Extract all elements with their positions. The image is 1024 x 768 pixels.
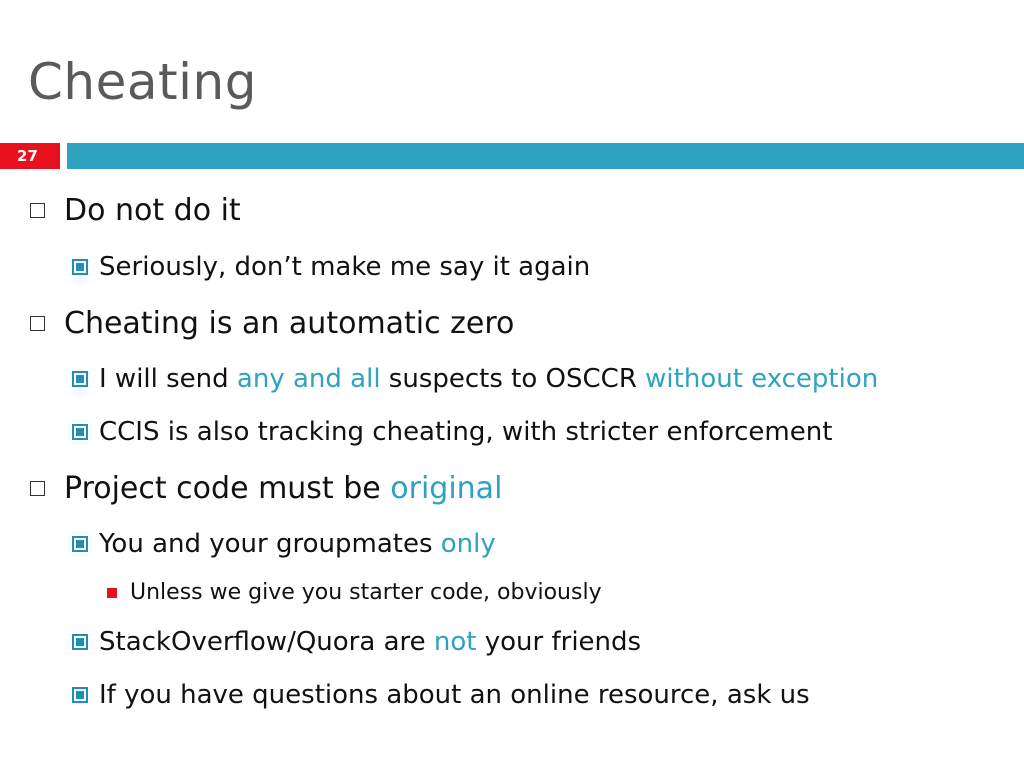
highlight-text: any and all xyxy=(236,364,381,394)
text-part: I will send xyxy=(99,364,237,394)
filled-square-bullet-icon xyxy=(72,259,88,275)
text-part: You and your groupmates xyxy=(99,529,441,559)
filled-square-bullet-icon xyxy=(72,687,88,703)
highlight-text: only xyxy=(440,529,496,559)
bullet-text xyxy=(99,627,641,657)
bullet-stackoverflow xyxy=(72,627,641,657)
hollow-square-bullet-icon xyxy=(30,316,45,331)
bullet-starter-code xyxy=(107,580,602,605)
text-part: Project code must be xyxy=(64,471,391,506)
bullet-do-not-do-it xyxy=(30,193,241,228)
filled-square-bullet-icon xyxy=(72,536,88,552)
highlight-text: original xyxy=(390,471,503,506)
bullet-osccr xyxy=(72,364,878,394)
bullet-text xyxy=(99,529,496,559)
text-part: suspects to OSCCR xyxy=(380,364,646,394)
bullet-project-code xyxy=(30,471,502,506)
bullet-text: CCIS is also tracking cheating, with stricter enforcement xyxy=(99,417,833,447)
slide-title: Cheating xyxy=(28,53,257,111)
text-part: your friends xyxy=(476,627,642,657)
bullet-text xyxy=(64,471,502,506)
bullet-online-resource xyxy=(72,680,810,710)
filled-square-bullet-icon xyxy=(72,371,88,387)
hollow-square-bullet-icon xyxy=(30,203,45,218)
hollow-square-bullet-icon xyxy=(30,481,45,496)
red-square-bullet-icon xyxy=(107,588,117,598)
highlight-text: without exception xyxy=(645,364,879,394)
filled-square-bullet-icon xyxy=(72,424,88,440)
bullet-text: Unless we give you starter code, obviously xyxy=(130,580,602,605)
filled-square-bullet-icon xyxy=(72,634,88,650)
slide-number: 27 xyxy=(0,143,60,169)
bullet-groupmates xyxy=(72,529,496,559)
bullet-seriously xyxy=(72,252,590,282)
highlight-text: not xyxy=(433,627,477,657)
bullet-ccis xyxy=(72,417,832,447)
bullet-text: Do not do it xyxy=(64,193,241,228)
bullet-automatic-zero xyxy=(30,306,514,341)
bullet-text: Cheating is an automatic zero xyxy=(64,306,515,341)
bullet-text xyxy=(99,364,878,394)
bullet-text: Seriously, don’t make me say it again xyxy=(99,252,591,282)
bullet-text: If you have questions about an online resource, ask us xyxy=(99,680,810,710)
text-part: StackOverflow/Quora are xyxy=(99,627,434,657)
